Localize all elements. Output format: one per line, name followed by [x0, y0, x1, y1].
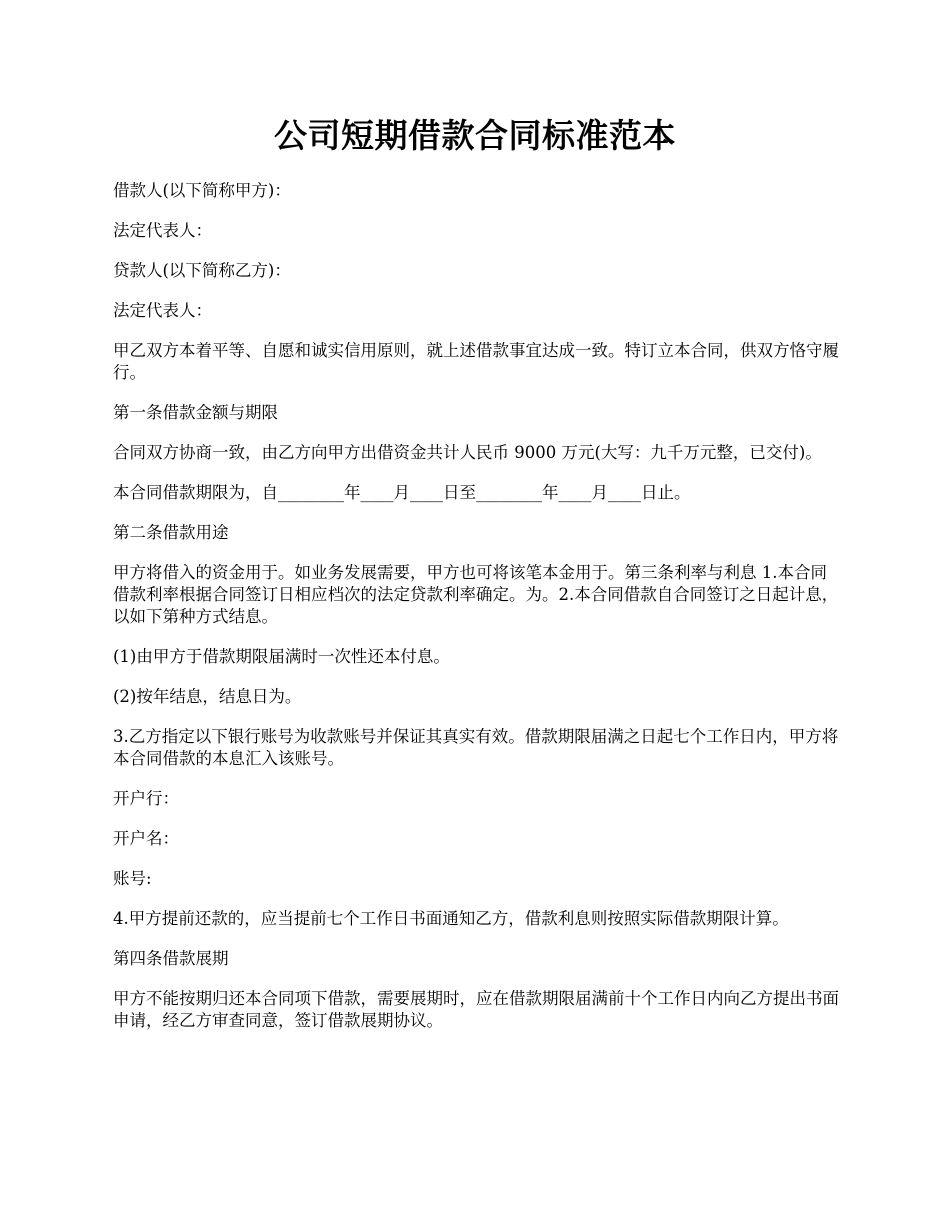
paragraph-preamble: 甲乙双方本着平等、自愿和诚实信用原则，就上述借款事宜达成一致。特订立本合同，供双方恪守履行。 — [113, 341, 839, 382]
paragraph-loan-extension: 甲方不能按期归还本合同项下借款，需要展期时，应在借款期限届满前十个工作日内向乙方提出书面申请，经乙方审查同意，签订借款展期协议。 — [113, 989, 839, 1030]
document-body — [113, 180, 841, 1050]
paragraph-lender-representative: 法定代表人： — [113, 301, 212, 320]
paragraph-borrower: 借款人(以下简称甲方)： — [113, 181, 291, 200]
section-heading-2: 第二条借款用途 — [113, 523, 229, 542]
paragraph-repayment-option-1: (1)由甲方于借款期限届满时一次性还本付息。 — [113, 647, 450, 666]
paragraph-early-repayment: 4.甲方提前还款的，应当提前七个工作日书面通知乙方，借款利息则按照实际借款期限计算。 — [113, 909, 789, 928]
paragraph-borrower-representative: 法定代表人： — [113, 221, 212, 240]
section-heading-4: 第四条借款展期 — [113, 949, 229, 968]
paragraph-loan-amount: 合同双方协商一致，由乙方向甲方出借资金共计人民币 9000 万元(大写：九千万元整，已交付)。 — [113, 443, 822, 462]
paragraph-bank-account: 3.乙方指定以下银行账号为收款账号并保证其真实有效。借款期限届满之日起七个工作日内，甲方将本合同借款的本息汇入该账号。 — [113, 727, 839, 768]
paragraph-repayment-option-2: (2)按年结息，结息日为。 — [113, 687, 302, 706]
paragraph-bank-name: 开户行： — [113, 789, 179, 808]
paragraph-loan-purpose: 甲方将借入的资金用于。如业务发展需要，甲方也可将该笔本金用于。第三条利率与利息 1.本合同借款利率根据合同签订日相应档次的法定贷款利率确定。为。2.本合同借款自合同签订之日起计息，以如下第种方式结息。 — [113, 563, 839, 626]
paragraph-account-name: 开户名： — [113, 829, 179, 848]
paragraph-loan-term: 本合同借款期限为，自________年____月____日至________年____月____日止。 — [113, 483, 691, 502]
document-title: 公司短期借款合同标准范本 — [274, 116, 676, 155]
section-heading-1: 第一条借款金额与期限 — [113, 403, 278, 422]
paragraph-lender: 贷款人(以下简称乙方)： — [113, 261, 291, 280]
paragraph-account-number: 账号: — [113, 869, 152, 888]
